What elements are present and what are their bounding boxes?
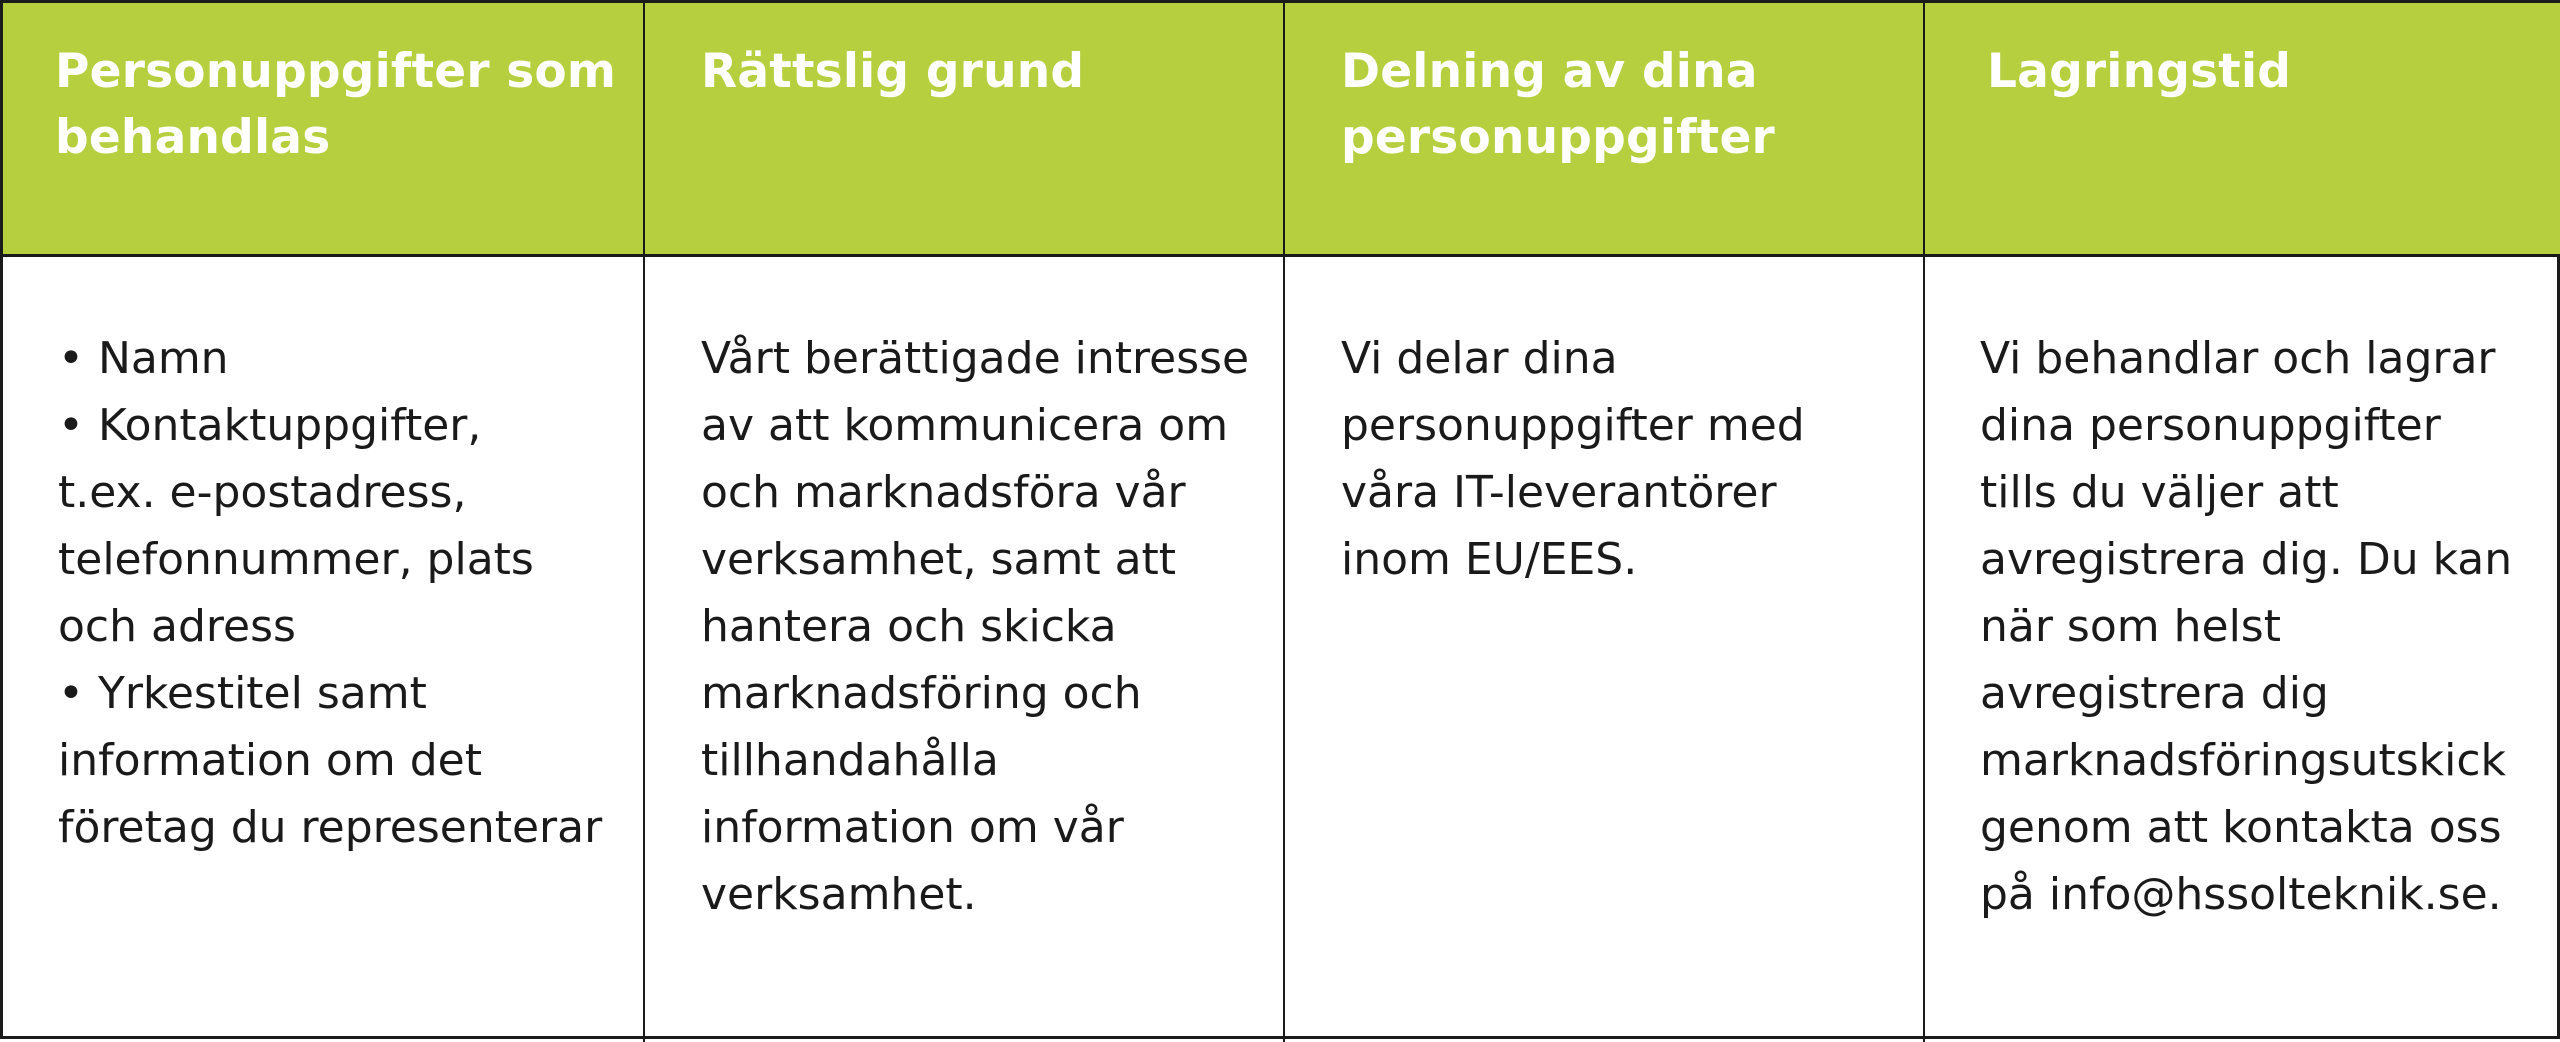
body-cell-data-processed bbox=[3, 257, 643, 1042]
list-item-continued: telefonnummer, plats bbox=[58, 534, 534, 585]
data-processed-list bbox=[58, 325, 623, 861]
header-cell-data-processed bbox=[3, 3, 643, 257]
retention-text: Vi behandlar och lagrar dina personuppgifter tills du väljer att avregistrera dig. Du kan när som helst avregistrera dig marknadsföringsutskick genom att kontakta oss på info@hssolteknik.se. bbox=[1980, 333, 2513, 920]
header-legal-basis: Rättslig grund bbox=[701, 44, 1085, 99]
sharing-text: Vi delar dina personuppgifter med våra IT-leverantörer inom EU/EES. bbox=[1341, 333, 1805, 585]
body-cell-legal-basis bbox=[643, 257, 1283, 1042]
list-item-continued: företag du representerar bbox=[58, 802, 603, 853]
header-data-processed: Personuppgifter som behandlas bbox=[55, 44, 617, 165]
header-cell-legal-basis bbox=[643, 3, 1283, 257]
list-item: • Namn bbox=[58, 333, 229, 384]
legal-basis-text: Vårt berättigade intresse av att kommunicera om och marknadsföra vår verksamhet, samt att hantera och skicka marknadsföring och tillhandahålla information om vår verksamhet. bbox=[701, 333, 1250, 920]
list-item: • Yrkestitel samt bbox=[58, 668, 427, 719]
list-item-continued: information om det bbox=[58, 735, 482, 786]
header-cell-sharing bbox=[1283, 3, 1923, 257]
list-item-continued: och adress bbox=[58, 601, 296, 652]
header-cell-retention bbox=[1923, 3, 2560, 257]
list-item-continued: t.ex. e-postadress, bbox=[58, 467, 467, 518]
header-sharing: Delning av dina personuppgifter bbox=[1341, 44, 1775, 165]
list-item: • Kontaktuppgifter, bbox=[58, 400, 482, 451]
body-cell-sharing bbox=[1283, 257, 1923, 1042]
header-retention: Lagringstid bbox=[1987, 44, 2292, 99]
body-cell-retention bbox=[1923, 257, 2560, 1042]
